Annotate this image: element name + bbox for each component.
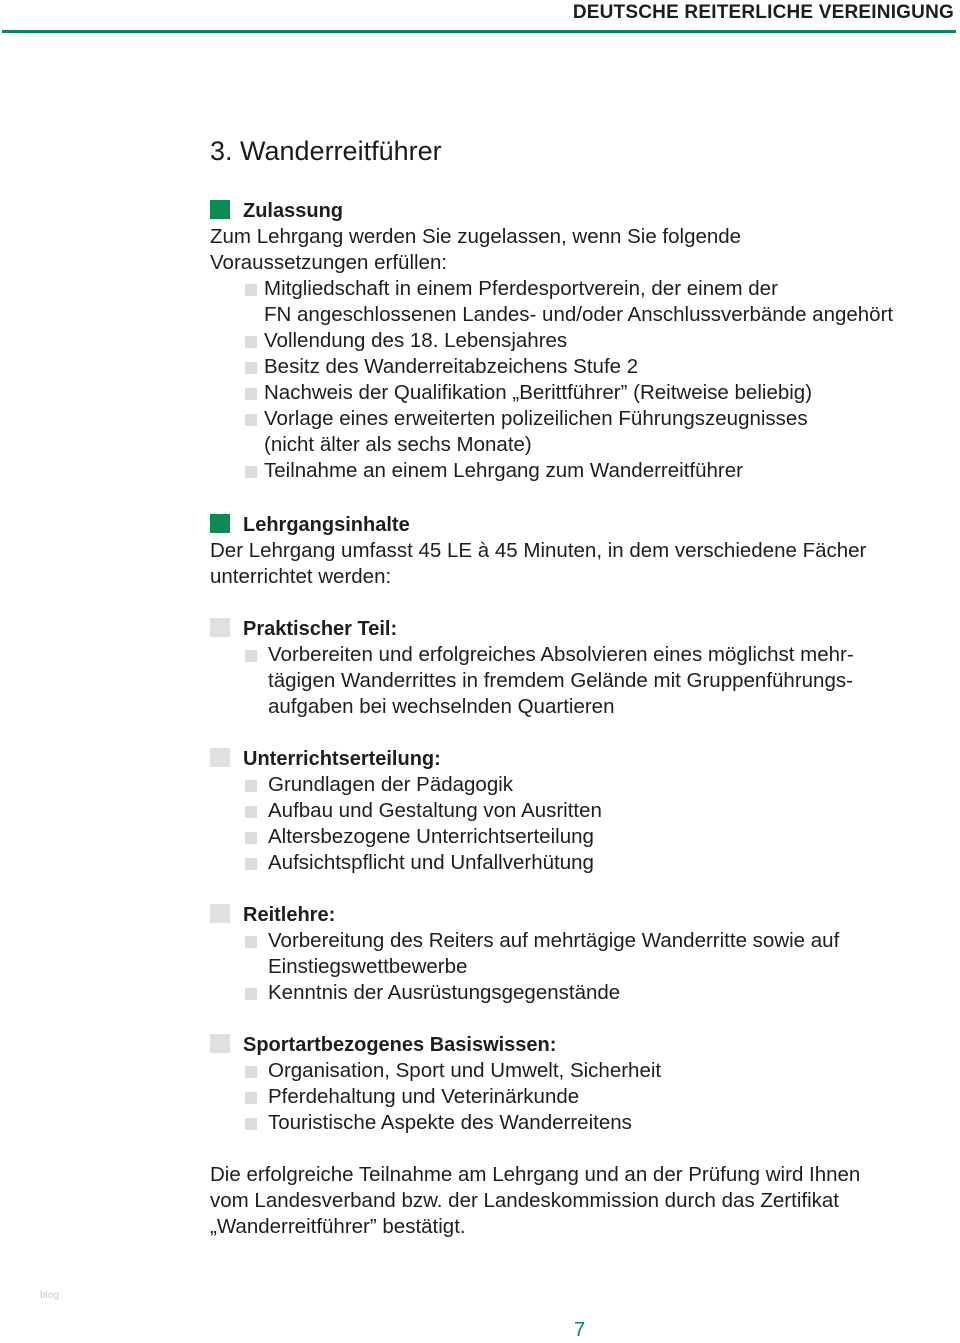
square-bullet-icon [245,284,257,296]
square-bullet-icon [245,336,257,348]
green-square-icon [210,200,230,219]
list-item-text: Besitz des Wanderreitabzeichens Stufe 2 [264,355,639,378]
light-square-icon [210,904,230,923]
list-item-text: Pferdehaltung und Veterinärkunde [268,1085,580,1108]
subsection-praktischer-teil [210,616,950,720]
list-item [210,406,950,458]
list-item-text: Mitgliedschaft in einem Pferdesportverein, der einem der [264,277,778,300]
closing-line: Die erfolgreiche Teilnahme am Lehrgang und an der Prüfung wird Ihnen [210,1163,861,1186]
list-item-text: Grundlagen der Pädagogik [268,773,514,796]
list-item-text: Organisation, Sport und Umwelt, Sicherheit [268,1059,662,1082]
section-lehrgangsinhalte [210,512,950,590]
list-item-text: Vollendung des 18. Lebensjahres [264,329,568,352]
subsection-heading [210,1032,950,1058]
subsection-heading [210,746,950,772]
reitlehre-list [210,928,950,1006]
page-title: 3. Wanderreitführer [210,136,442,166]
list-item [210,642,950,720]
list-item-text: (nicht älter als sechs Monate) [264,433,532,456]
praktisch-list [210,642,950,720]
heading-lehrgangsinhalte: Lehrgangsinhalte [243,514,410,536]
closing-paragraph [210,1162,950,1240]
list-item-text: Einstiegswettbewerbe [268,955,468,978]
section-zulassung [210,198,950,484]
subsection-basiswissen [210,1032,950,1136]
list-item-text: tägigen Wanderrittes in fremdem Gelände mit Gruppenführungs- [268,669,853,692]
header-organization: DEUTSCHE REITERLICHE VEREINIGUNG [572,2,954,23]
subsection-heading [210,616,950,642]
heading-reitlehre: Reitlehre: [243,904,336,926]
subsection-heading [210,902,950,928]
page-number: 7 [574,1319,586,1341]
list-item-text: Vorbereiten und erfolgreiches Absolvieren eines möglichst mehr- [268,643,854,666]
intro-line: Voraussetzungen erfüllen: [210,251,448,274]
list-item [210,824,950,850]
watermark: blog [40,1290,59,1301]
list-item [210,1058,950,1084]
content [210,134,950,1240]
green-square-icon [210,514,230,533]
square-bullet-icon [245,936,257,948]
list-item [210,458,950,484]
heading-zulassung: Zulassung [243,200,344,222]
closing-line: vom Landesverband bzw. der Landeskommission durch das Zertifikat [210,1189,839,1212]
list-item [210,1110,950,1136]
unterricht-list [210,772,950,876]
list-item-text: Kenntnis der Ausrüstungsgegenstände [268,981,621,1004]
section-heading [210,512,950,538]
list-item-text: Aufbau und Gestaltung von Ausritten [268,799,602,822]
square-bullet-icon [245,1092,257,1104]
requirements-list [210,276,950,484]
heading-basiswissen: Sportartbezogenes Basiswissen: [243,1034,557,1056]
square-bullet-icon [245,466,257,478]
square-bullet-icon [245,414,257,426]
list-item [210,276,950,328]
list-item [210,798,950,824]
list-item-text: Touristische Aspekte des Wanderreitens [268,1111,632,1134]
list-item-text: Nachweis der Qualifikation „Berittführer” (Reitweise beliebig) [264,381,813,404]
square-bullet-icon [245,780,257,792]
subsection-unterrichtserteilung [210,746,950,876]
basis-list [210,1058,950,1136]
heading-unterrichtserteilung: Unterrichtserteilung: [243,748,441,770]
square-bullet-icon [245,988,257,1000]
light-square-icon [210,1034,230,1053]
list-item-text: aufgaben bei wechselnden Quartieren [268,695,615,718]
list-item [210,928,950,980]
section-heading [210,198,950,224]
square-bullet-icon [245,858,257,870]
closing-line: „Wanderreitführer” bestätigt. [210,1215,466,1238]
square-bullet-icon [245,806,257,818]
square-bullet-icon [245,388,257,400]
square-bullet-icon [245,832,257,844]
list-item [210,772,950,798]
list-item-text: Teilnahme an einem Lehrgang zum Wanderreitführer [264,459,743,482]
list-item-text: Altersbezogene Unterrichtserteilung [268,825,594,848]
square-bullet-icon [245,650,257,662]
list-item [210,380,950,406]
list-item [210,328,950,354]
intro-line: Der Lehrgang umfasst 45 LE à 45 Minuten, in dem verschiedene Fächer [210,539,867,562]
light-square-icon [210,748,230,767]
list-item [210,1084,950,1110]
list-item-text: FN angeschlossenen Landes- und/oder Anschlussverbände angehört [264,303,894,326]
heading-praktischer-teil: Praktischer Teil: [243,618,398,640]
subsection-reitlehre [210,902,950,1006]
square-bullet-icon [245,1066,257,1078]
header-rule [2,30,956,33]
list-item [210,980,950,1006]
intro-line: Zum Lehrgang werden Sie zugelassen, wenn Sie folgende [210,225,742,248]
list-item-text: Aufsichtspflicht und Unfallverhütung [268,851,594,874]
square-bullet-icon [245,362,257,374]
list-item [210,850,950,876]
list-item [210,354,950,380]
list-item-text: Vorlage eines erweiterten polizeilichen Führungszeugnisses [264,407,808,430]
square-bullet-icon [245,1118,257,1130]
light-square-icon [210,618,230,637]
intro-line: unterrichtet werden: [210,565,392,588]
list-item-text: Vorbereitung des Reiters auf mehrtägige Wanderritte sowie auf [268,929,840,952]
